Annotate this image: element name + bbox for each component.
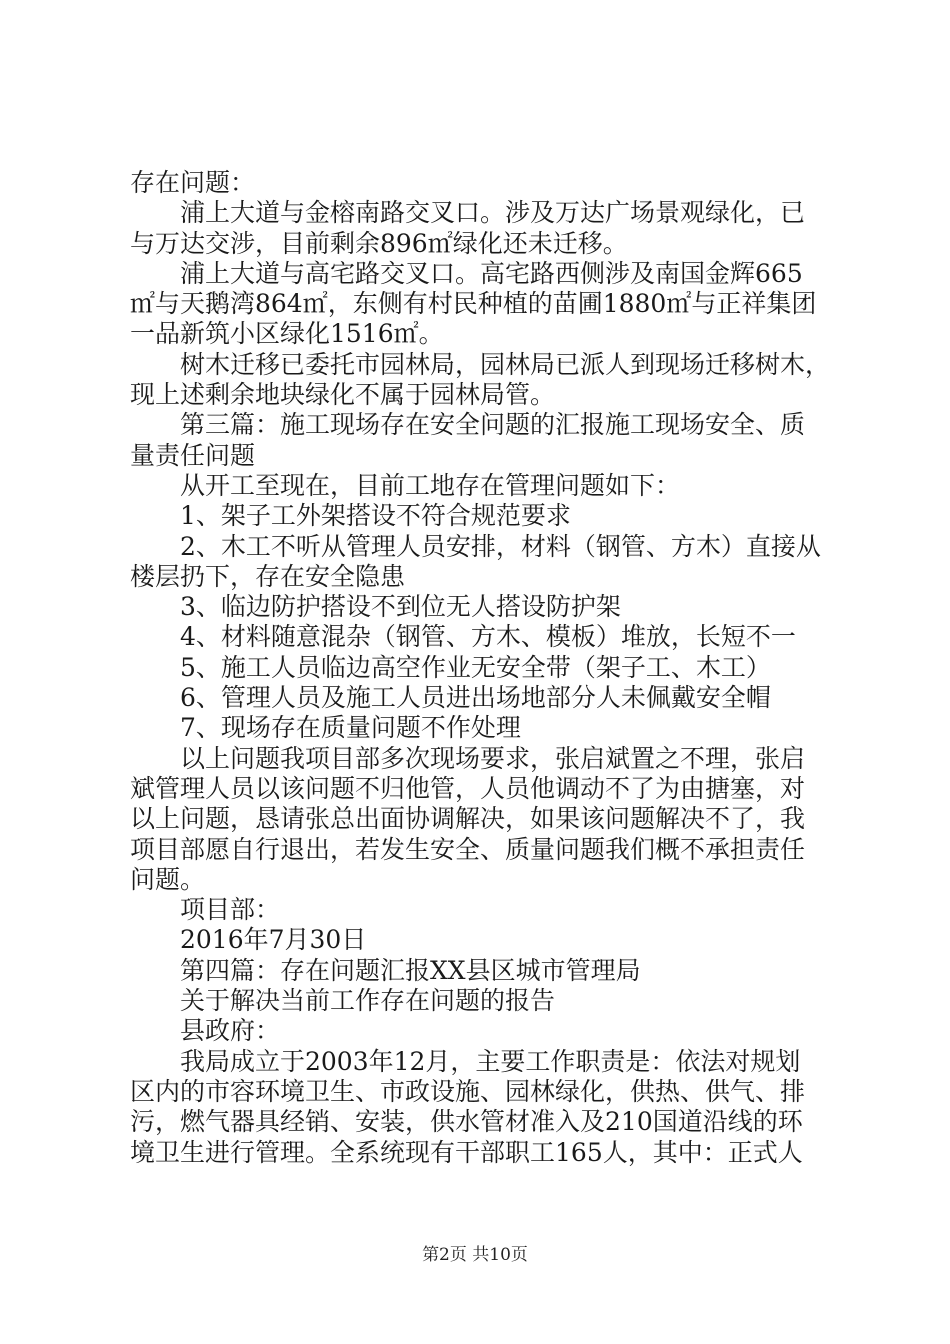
text-line: 量责任问题	[130, 440, 256, 470]
text-line: 楼层扔下，存在安全隐患	[130, 561, 406, 591]
text-line: 2016年7月30日	[180, 925, 367, 955]
text-line: 2、木工不听从管理人员安排，材料（钢管、方木）直接从	[180, 531, 821, 561]
text-line: 以上问题我项目部多次现场要求，张启斌置之不理，张启	[180, 743, 806, 773]
text-line: 我局成立于2003年12月，主要工作职责是：依法对规划	[180, 1046, 801, 1076]
text-line: 污，燃气器具经销、安装，供水管材准入及210国道沿线的环	[130, 1107, 803, 1137]
text-line: 关于解决当前工作存在问题的报告	[180, 986, 556, 1016]
document-body	[130, 168, 830, 1168]
text-line: 斌管理人员以该问题不归他管，人员他调动不了为由搪塞，对	[130, 773, 806, 803]
page-footer: 第2页 共10页	[422, 1245, 528, 1265]
text-line: 第三篇：施工现场存在安全问题的汇报施工现场安全、质	[180, 410, 806, 440]
text-line: 5、施工人员临边高空作业无安全带（架子工、木工）	[180, 652, 771, 682]
text-line: 存在问题：	[130, 168, 256, 197]
text-line: 一品新筑小区绿化1516㎡。	[130, 319, 444, 349]
text-line: 问题。	[130, 864, 206, 894]
text-line: 现上述剩余地块绿化不属于园林局管。	[130, 380, 556, 410]
text-line: 从开工至现在，目前工地存在管理问题如下：	[180, 470, 681, 500]
text-line: 项目部愿自行退出，若发生安全、质量问题我们概不承担责任	[130, 834, 806, 864]
text-line: 以上问题，恳请张总出面协调解决，如果该问题解决不了，我	[130, 804, 806, 834]
text-line: 树木迁移已委托市园林局，园林局已派人到现场迁移树木，	[180, 349, 830, 379]
text-line: 4、材料随意混杂（钢管、方木、模板）堆放，长短不一	[180, 622, 796, 652]
text-line: 浦上大道与金榕南路交叉口。涉及万达广场景观绿化，已	[180, 198, 806, 228]
text-line: 与万达交涉，目前剩余896㎡绿化还未迁移。	[130, 228, 628, 258]
text-line: 7、现场存在质量问题不作处理	[180, 713, 521, 743]
text-line: 1、架子工外架搭设不符合规范要求	[180, 501, 571, 531]
text-line: 县政府：	[180, 1016, 281, 1046]
text-line: 第四篇：存在问题汇报XX县区城市管理局	[180, 955, 641, 985]
text-line: 区内的市容环境卫生、市政设施、园林绿化，供热、供气、排	[130, 1076, 806, 1106]
text-line: 浦上大道与高宅路交叉口。高宅路西侧涉及南国金辉665	[180, 258, 803, 288]
text-line: 6、管理人员及施工人员进出场地部分人未佩戴安全帽	[180, 683, 771, 713]
text-line: 项目部：	[180, 895, 281, 925]
text-line: ㎡与天鹅湾864㎡，东侧有村民种植的苗圃1880㎡与正祥集团	[130, 289, 817, 319]
text-line: 3、临边防护搭设不到位无人搭设防护架	[180, 592, 621, 622]
text-line: 境卫生进行管理。全系统现有干部职工165人，其中：正式人	[130, 1137, 803, 1167]
